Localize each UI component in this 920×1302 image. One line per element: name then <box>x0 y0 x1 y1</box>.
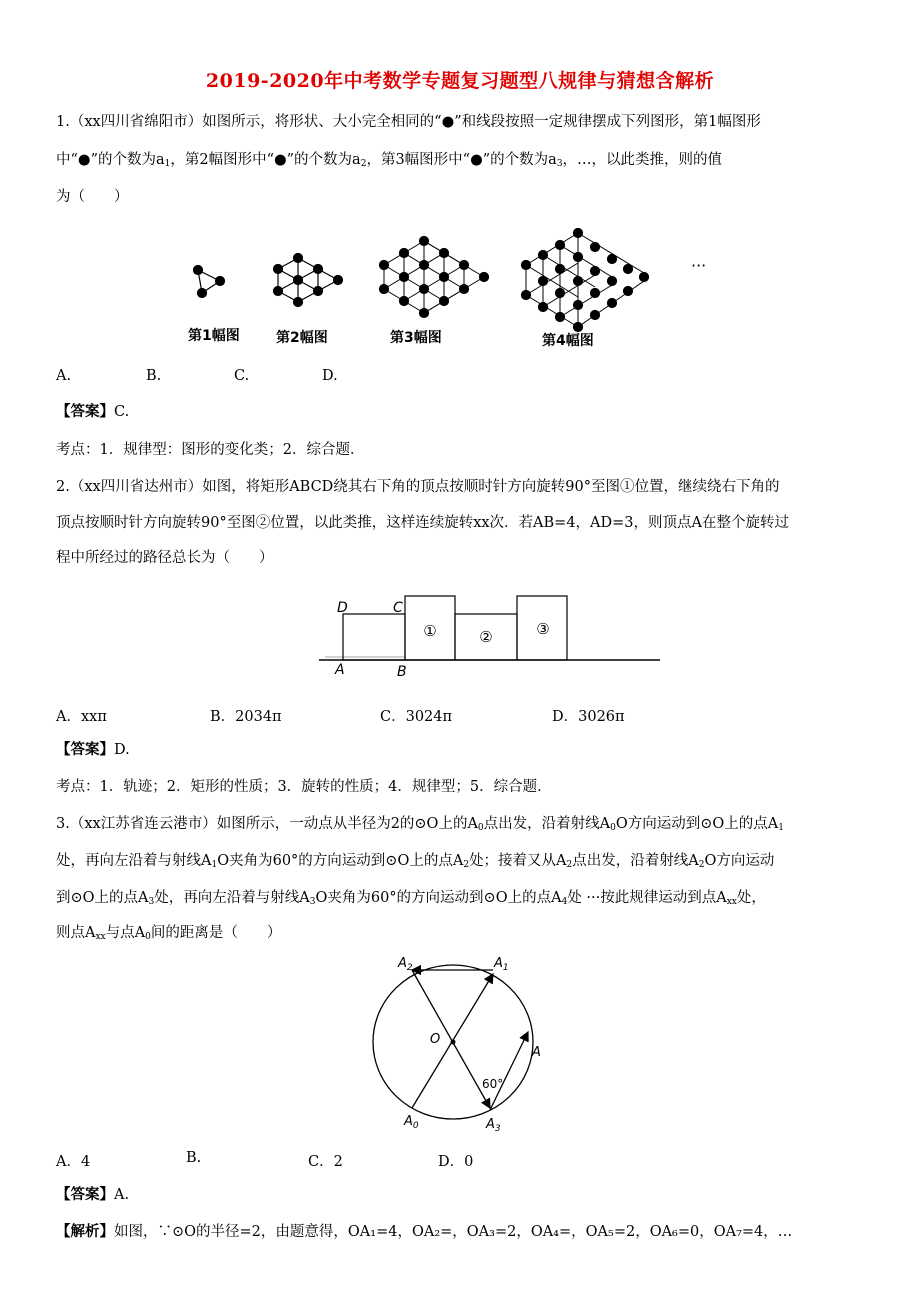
q3-label-a3: $A_3$ <box>486 1117 501 1134</box>
q3-line3: 到⊙O上的点$A_3$处，再向左沿着与射线$A_3O$夹角为60°的方向运动到⊙O上的点$A_4$处 ···按此规律运动到点$A_{xx}$处， <box>56 890 766 907</box>
q1-kaodian: 考点：1．规律型：图形的变化类；2．综合题． <box>56 442 365 458</box>
q3-option-b: B. <box>186 1150 202 1166</box>
q2-option-d: D．3026π <box>552 709 625 725</box>
q3-option-d: D．0 <box>438 1154 474 1170</box>
q1-caption-1: 第1幅图 <box>188 328 240 344</box>
q1-answer: 【答案】C. <box>56 403 130 420</box>
q3-option-c: C．2 <box>308 1154 343 1170</box>
q1-line1: 1.（xx四川省绵阳市）如图所示，将形状、大小完全相同的“●”和线段按照一定规律摆成下列图形，第1幅图形 <box>56 114 761 130</box>
q2-label-c: C <box>393 600 403 616</box>
q1-option-a: A. <box>56 368 72 384</box>
q3-figure <box>360 950 560 1140</box>
q2-option-b: B．2034π <box>210 709 282 725</box>
q2-position-1: ① <box>423 622 437 640</box>
q1-option-d: D. <box>322 368 338 384</box>
page-title: 2019-2020年中考数学专题复习题型八规律与猜想含解析 <box>205 70 715 92</box>
q2-line2: 顶点按顺时针方向旋转90°至图②位置，以此类推，这样连续旋转xx次．若AB=4，AD=3，则顶点A在整个旋转过 <box>56 515 789 531</box>
q3-label-o: O <box>430 1032 441 1047</box>
q1-ellipsis: ··· <box>691 256 707 275</box>
q2-label-d: D <box>337 600 348 616</box>
q3-label-a1: $A_1$ <box>494 956 509 973</box>
q2-line1: 2.（xx四川省达州市）如图，将矩形ABCD绕其右下角的顶点按顺时针方向旋转90°至图①位置，继续绕右下角的 <box>56 479 780 495</box>
q3-answer: 【答案】A. <box>56 1186 130 1203</box>
q1-caption-4: 第4幅图 <box>542 333 594 349</box>
q2-option-a: A．xxπ <box>56 709 107 725</box>
q1-fig3 <box>380 237 489 318</box>
q3-angle-label: 60° <box>482 1077 504 1091</box>
q3-jiexi: 【解析】如图，∵⊙O的半径=2，由题意得，OA₁=4，OA₂=，OA₃=2，OA₄=，OA₅=2，OA₆=0，OA₇=4，… <box>56 1223 793 1240</box>
q1-fig1 <box>194 266 225 298</box>
q2-position-3: ③ <box>536 620 550 638</box>
q2-answer: 【答案】D. <box>56 741 130 758</box>
q2-label-b: B <box>397 664 407 680</box>
q1-option-b: B. <box>146 368 162 384</box>
q1-option-c: C. <box>234 368 250 384</box>
q1-fig4 <box>522 229 649 332</box>
q3-label-a2: $A_2$ <box>398 956 413 973</box>
q1-line3: 为（ ） <box>56 189 129 205</box>
q3-label-a0: $A_0$ <box>404 1114 419 1131</box>
q2-figure <box>315 590 665 682</box>
q3-label-a: A <box>532 1045 541 1060</box>
q2-label-a: A <box>335 662 345 678</box>
q1-line2: 中“●”的个数为$a_1$，第2幅图形中“●”的个数为$a_2$，第3幅图形中“●”的个数为$a_3$，…，以此类推，则的值 <box>56 152 723 169</box>
q2-kaodian: 考点：1．轨迹；2．矩形的性质；3．旋转的性质；4．规律型；5．综合题． <box>56 779 552 795</box>
q3-option-a: A．4 <box>56 1154 91 1170</box>
q1-caption-2: 第2幅图 <box>276 330 328 346</box>
q2-option-c: C．3024π <box>380 709 453 725</box>
q3-line2: 处，再向左沿着与射线$A_1O$夹角为60°的方向运动到⊙O上的点$A_2$处；接着又从$A_2$点出发，沿着射线$A_2O$方向运动 <box>56 853 775 870</box>
q1-figure <box>180 225 740 355</box>
q2-line3: 程中所经过的路径总长为（ ） <box>56 550 274 566</box>
q2-position-2: ② <box>479 628 493 646</box>
q1-caption-3: 第3幅图 <box>390 330 442 346</box>
q3-line4: 则点$A_{xx}$与点$A_0$间的距离是（ ） <box>56 925 282 942</box>
q3-line1: 3.（xx江苏省连云港市）如图所示，一动点从半径为2的⊙O上的$A_0$点出发，沿着射线$A_0O$方向运动到⊙O上的点$A_1$ <box>56 816 785 833</box>
q1-fig2 <box>274 254 343 307</box>
